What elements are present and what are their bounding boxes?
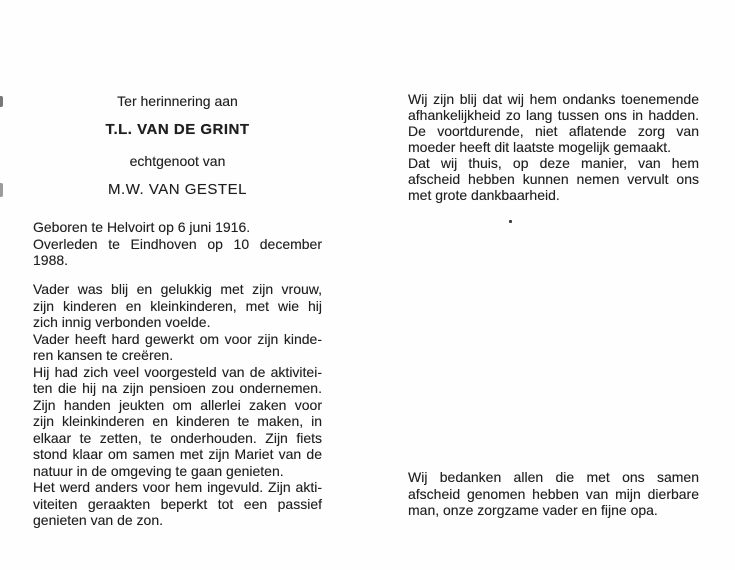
text-line: zich innig verbonden voelde. bbox=[33, 314, 211, 330]
text-line: ten die hij na zijn pensioen zou ondernemen. bbox=[33, 380, 322, 396]
text-line: zijn kinderen en kleinkinderen, met wie hij bbox=[33, 297, 322, 314]
text-line: viteiten geraakten beperkt tot een passief bbox=[33, 495, 322, 512]
spouse-name: M.W. VAN GESTEL bbox=[108, 181, 247, 198]
text-line: 1988. bbox=[33, 252, 69, 268]
text-line: Vader was blij en gelukkig met zijn vrouw, bbox=[33, 281, 322, 297]
text-line: Zijn handen jeukten om allerlei zaken voor bbox=[33, 396, 322, 413]
text-line: afscheid genomen hebben van mijn dierbare bbox=[408, 485, 699, 502]
scan-artifact-left-lower bbox=[0, 183, 3, 197]
acknowledgement-paragraph bbox=[408, 469, 699, 519]
text-line: zijn kleinkinderen en kinderen te maken, in bbox=[33, 413, 322, 429]
text-line: met grote dankbaarheid. bbox=[408, 187, 560, 203]
text-line: De voortdurende, niet aflatende zorg van bbox=[408, 123, 699, 139]
deceased-name: T.L. VAN DE GRINT bbox=[105, 121, 250, 138]
text-line: elkaar te zetten, te onderhouden. Zijn fiets bbox=[33, 429, 322, 446]
scan-artifact-left-top bbox=[0, 96, 3, 107]
text-line: Wij bedanken allen die met ons samen bbox=[408, 469, 699, 485]
text-line: genieten van de zon. bbox=[33, 512, 163, 528]
text-line: afscheid hebben kunnen nemen vervult ons bbox=[408, 171, 699, 187]
text-line: Vader heeft hard gewerkt om voor zijn kinde- bbox=[33, 330, 322, 347]
text-line: Het werd anders voor hem ingevuld. Zijn akti- bbox=[33, 479, 322, 495]
text-line: Overleden te Eindhoven op 10 december bbox=[33, 235, 322, 252]
text-line: man, onze zorgzame vader en fijne opa. bbox=[408, 502, 658, 518]
biography-text bbox=[33, 281, 322, 529]
ink-speck bbox=[509, 220, 512, 223]
text-line: moeder heeft dit laatste mogelijk gemaakt. bbox=[408, 139, 672, 155]
text-line: afhankelijkheid zo lang tussen ons in hadden. bbox=[408, 107, 699, 123]
gratitude-paragraph bbox=[408, 91, 699, 203]
text-line: ren kansen te creëren. bbox=[33, 347, 174, 363]
text-line: natuur in de omgeving te gaan genieten. bbox=[33, 462, 284, 479]
dedication-line: Ter herinnering aan bbox=[117, 93, 238, 109]
text-line: Geboren te Helvoirt op 6 juni 1916. bbox=[33, 219, 251, 235]
text-line: Hij had zich veel voorgesteld van de aktivitei- bbox=[33, 363, 322, 380]
text-line: stond klaar om samen met zijn Mariet van de bbox=[33, 446, 322, 462]
text-line: Dat wij thuis, op deze manier, van hem bbox=[408, 155, 699, 171]
relation-line: echtgenoot van bbox=[129, 153, 226, 169]
text-line: Wij zijn blij dat wij hem ondanks toenemende bbox=[408, 91, 699, 107]
birth-death-dates bbox=[33, 219, 322, 269]
